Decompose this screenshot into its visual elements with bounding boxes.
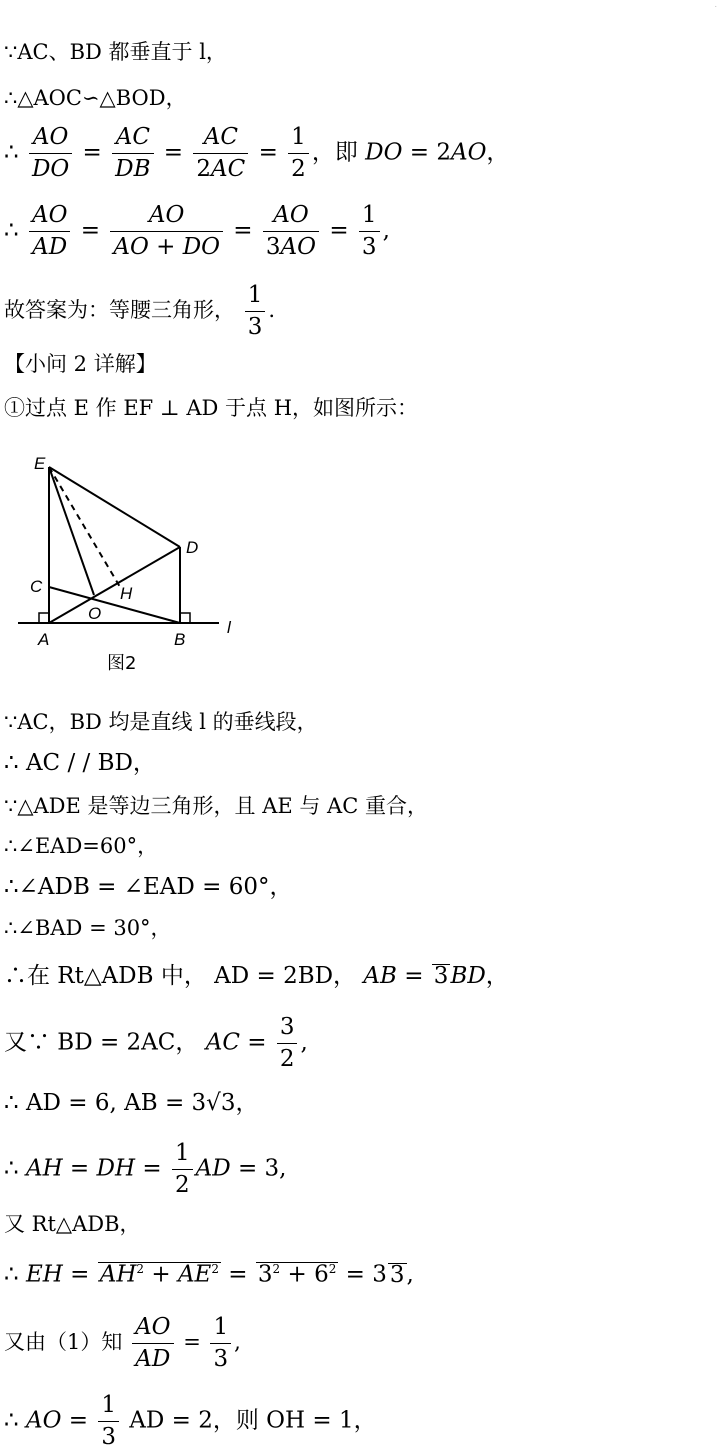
text-line-15a: 又∵ BD = 2AC， bbox=[4, 1029, 199, 1056]
text-line-11: ∴∠EAD=60°， bbox=[4, 834, 159, 858]
right-angle-A bbox=[39, 613, 49, 623]
equation-ao-ad-line: ∴ $\frac{AO}{AD}$ = $\frac{AO}{AO + DO}$ = $\frac{AO}{3AO}$ = $\frac{1}{3}$ , bbox=[4, 202, 390, 261]
text-line-20a: 又由（1）知 bbox=[4, 1330, 123, 1355]
text-line-9: ∴ AC / / BD， bbox=[4, 750, 156, 776]
label-A: A bbox=[38, 630, 50, 649]
answer-text: 故答案为：等腰三角形， bbox=[4, 298, 235, 323]
text-line-12: ∴∠ADB = ∠EAD = 60°， bbox=[4, 874, 293, 900]
answer-line: 故答案为：等腰三角形， $\frac{1}{3}$ . bbox=[4, 282, 276, 341]
text-line-19: ∴ EH = $AH^2 + AE^2 = 3^2 + 6^2 = 3$ 3, bbox=[4, 1261, 414, 1288]
segment-EO bbox=[49, 467, 94, 595]
text-line-21b: AD = 2，则 OH = 1， bbox=[129, 1407, 377, 1434]
text-line-1: ∵AC、BD 都垂直于 l， bbox=[4, 40, 227, 64]
text-line-20: 又由（1）知 $\frac{AO}{AD}$ = $\frac{1}{3}$ , bbox=[4, 1314, 241, 1373]
text-line-10: ∵△ADE 是等边三角形，且 AE 与 AC 重合， bbox=[4, 794, 428, 818]
text-line-16: ∴ AD = 6, AB = 3√3， bbox=[4, 1090, 259, 1116]
figure-caption: 图2 bbox=[107, 653, 137, 674]
segment-AD bbox=[49, 547, 180, 623]
text-line-15: 又∵ BD = 2AC， AC = $\frac{3}{2}$ , bbox=[4, 1014, 308, 1073]
section-heading: 【小问 2 详解】 bbox=[4, 352, 157, 376]
text-line-14a: ∴在 Rt△ADB 中， bbox=[4, 963, 207, 989]
label-C: C bbox=[30, 577, 43, 596]
label-l: l bbox=[227, 618, 231, 637]
text-line-21: ∴ AO = $\frac{1}{3}$ AD = 2，则 OH = 1， bbox=[4, 1392, 377, 1451]
label-O: O bbox=[88, 604, 102, 623]
geometry-figure bbox=[14, 445, 244, 680]
text-line-17: ∴ AH = DH = $\frac{1}{2}$ AD = 3, bbox=[4, 1140, 287, 1199]
label-B: B bbox=[174, 630, 186, 649]
equation-ratio-line: ∴ $\frac{AO}{DO}$ = $\frac{AC}{DB}$ = $\frac{AC}{2AC}$ = $\frac{1}{2}$ ，即 DO = 2AO， bbox=[4, 124, 510, 183]
label-E: E bbox=[34, 454, 46, 473]
label-H: H bbox=[120, 584, 133, 603]
text-line-2: ∴△AOC∽△BOD， bbox=[4, 86, 187, 110]
segment-CB bbox=[49, 587, 180, 623]
corner-dot: . bbox=[714, 0, 717, 9]
right-angle-B bbox=[180, 613, 190, 623]
text-line-14b: AD = 2BD， bbox=[214, 963, 357, 989]
text-line-8: ∵AC，BD 均是直线 l 的垂线段， bbox=[4, 710, 318, 734]
text-line-13: ∴∠BAD = 30°， bbox=[4, 916, 172, 940]
label-D: D bbox=[186, 538, 199, 557]
text-line-18: 又 Rt△ADB， bbox=[4, 1212, 141, 1236]
segment-ED bbox=[49, 467, 180, 547]
text-line-7: ①过点 E 作 EF ⊥ AD 于点 H，如图所示： bbox=[4, 396, 419, 420]
text-line-14: ∴在 Rt△ADB 中， AD = 2BD， AB = 3BD， bbox=[4, 963, 509, 989]
